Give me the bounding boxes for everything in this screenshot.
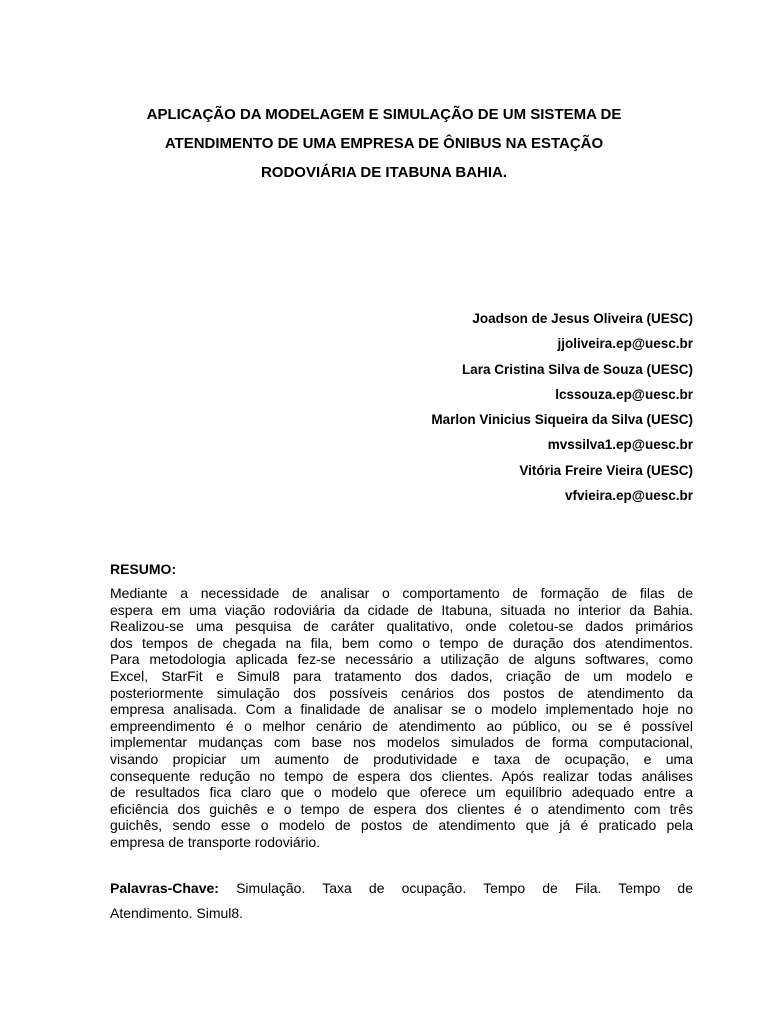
abstract-body bbox=[110, 585, 693, 851]
author-name: Joadson de Jesus Oliveira (UESC) bbox=[472, 311, 693, 326]
paper-title-line: RODOVIÁRIA DE ITABUNA BAHIA. bbox=[260, 164, 508, 181]
author-email: vfvieira.ep@uesc.br bbox=[565, 488, 693, 504]
abstract-line: implementar mudanças com base nos modelos simulados de forma computacional, bbox=[110, 734, 693, 751]
abstract-heading: RESUMO: bbox=[110, 561, 177, 577]
abstract-line: Realizou-se uma pesquisa de caráter qualitativo, onde coletou-se dados primários bbox=[110, 618, 693, 635]
author-email: lcssouza.ep@uesc.br bbox=[555, 386, 693, 402]
author-list bbox=[431, 306, 693, 508]
keywords-line: Atendimento. Simul8. bbox=[110, 905, 244, 921]
abstract-line: Mediante a necessidade de analisar o comportamento de formação de filas de bbox=[110, 585, 693, 601]
abstract-line: Excel, StarFit e Simul8 para tratamento dos dados, criação de um modelo e bbox=[110, 667, 693, 684]
abstract-line: de resultados fica claro que o modelo que oferece um equilíbrio adequado entre a bbox=[110, 784, 693, 801]
abstract-line: eficiência dos guichês e o tempo de espera dos clientes é o atendimento com três bbox=[110, 800, 693, 817]
abstract-line: guichês, sendo esse o modelo de postos de atendimento que já é praticado pela bbox=[110, 817, 693, 834]
abstract-line: Para metodologia aplicada fez-se necessário a utilização de alguns softwares, como bbox=[110, 651, 693, 668]
keywords-label: Palavras-Chave: bbox=[110, 880, 219, 896]
paper-title-line: ATENDIMENTO DE UMA EMPRESA DE ÔNIBUS NA ESTAÇÃO bbox=[164, 135, 604, 152]
author-email: mvssilva1.ep@uesc.br bbox=[547, 437, 693, 453]
abstract-line: empresa analisada. Com a finalidade de analisar se o modelo implementado hoje no bbox=[110, 701, 693, 718]
author-name: Vitória Freire Vieira (UESC) bbox=[519, 462, 693, 478]
author-name: Marlon Vinicius Siqueira da Silva (UESC) bbox=[431, 412, 693, 428]
abstract-line: espera em uma viação rodoviária da cidade de Itabuna, situada no interior da Bahia. bbox=[110, 601, 693, 618]
abstract-line: empresa de transporte rodoviário. bbox=[110, 833, 321, 850]
abstract-line: visando propiciar um aumento de produtividade e taxa de ocupação, e uma bbox=[110, 750, 693, 767]
keywords-text: Simulação. Taxa de ocupação. Tempo de Fila. Tempo de bbox=[218, 880, 693, 896]
paper-title bbox=[100, 100, 668, 187]
author-email: jjoliveira.ep@uesc.br bbox=[557, 336, 693, 352]
abstract-line: posteriormente simulação dos possíveis cenários dos postos de atendimento da bbox=[110, 684, 693, 701]
author-name: Lara Cristina Silva de Souza (UESC) bbox=[461, 361, 693, 377]
paper-title-line: APLICAÇÃO DA MODELAGEM E SIMULAÇÃO DE UM SISTEMA DE bbox=[146, 106, 622, 123]
abstract-line: empreendimento é o melhor cenário de atendimento ao público, ou se é possível bbox=[110, 717, 693, 734]
keywords-line bbox=[110, 876, 693, 901]
keywords-paragraph bbox=[110, 876, 693, 926]
abstract-line: dos tempos de chegada na fila, bem como o tempo de duração dos atendimentos. bbox=[110, 634, 693, 651]
abstract-line: consequente redução no tempo de espera dos clientes. Após realizar todas análises bbox=[110, 767, 693, 784]
